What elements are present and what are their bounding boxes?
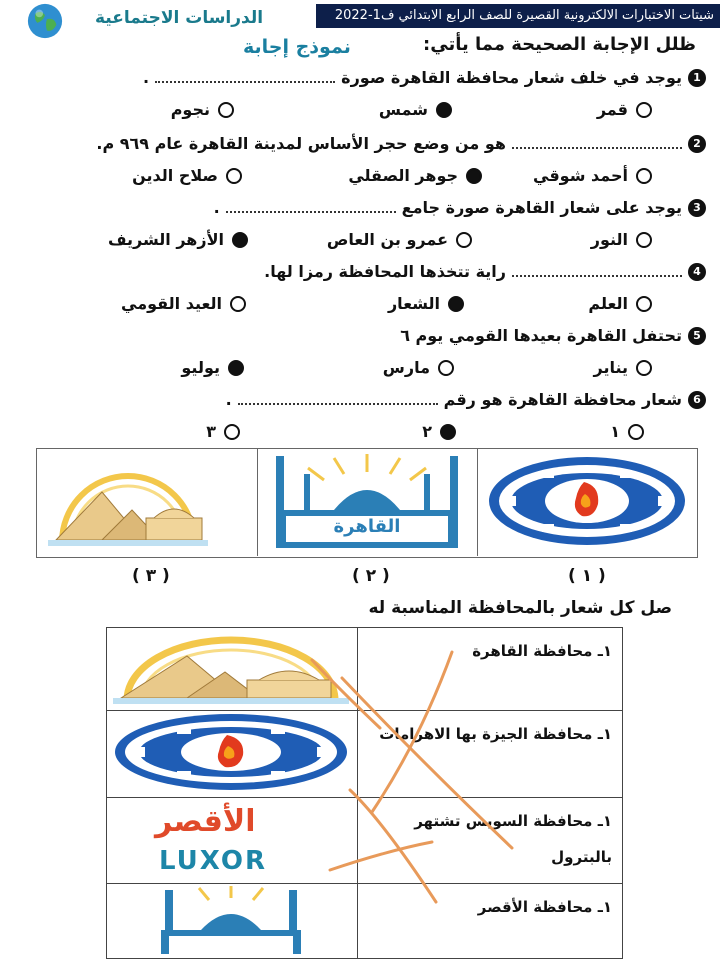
answer-blank xyxy=(238,395,438,405)
question-number: 4 xyxy=(688,263,706,281)
q3-option-1[interactable] xyxy=(591,230,652,249)
question-number: 1 xyxy=(688,69,706,87)
q5-option-1[interactable] xyxy=(593,358,652,377)
item-text-2: بالبترول xyxy=(551,848,612,866)
logo-cell xyxy=(107,628,358,711)
q6-option-2[interactable] xyxy=(422,422,456,441)
luxor-logo-latin: LUXOR xyxy=(159,846,267,876)
q5-option-3[interactable] xyxy=(181,358,244,377)
answer-blank xyxy=(512,139,682,149)
item-text: محافظة الجيزة بها الاهرامات xyxy=(379,725,593,743)
q3-option-3[interactable] xyxy=(108,230,248,249)
question-number: 5 xyxy=(688,327,706,345)
q1-option-2[interactable] xyxy=(379,100,452,119)
question-6 xyxy=(226,390,706,409)
question-4 xyxy=(264,262,706,281)
question-1 xyxy=(143,68,706,87)
radio-circle-selected[interactable] xyxy=(448,296,464,312)
question-text: تحتفل القاهرة بعيدها القومي يوم ٦ xyxy=(400,326,682,345)
q6-option-3[interactable] xyxy=(206,422,240,441)
logo-cell xyxy=(107,884,358,959)
answer-blank xyxy=(155,73,335,83)
q2-option-1[interactable] xyxy=(533,166,652,185)
question-end: . xyxy=(213,198,220,217)
radio-circle[interactable] xyxy=(636,168,652,184)
option-label: الشعار xyxy=(387,294,440,313)
item-prefix: ١ـ xyxy=(597,812,612,830)
question-end: . xyxy=(143,68,150,87)
radio-circle[interactable] xyxy=(456,232,472,248)
radio-circle[interactable] xyxy=(636,296,652,312)
option-label: نجوم xyxy=(170,100,210,119)
question-text: شعار محافظة القاهرة هو رقم xyxy=(443,390,682,409)
option-label: ٣ xyxy=(206,422,216,441)
option-label: العلم xyxy=(588,294,628,313)
globe-icon xyxy=(26,2,64,40)
cairo-logo-icon xyxy=(107,884,355,954)
answer-blank xyxy=(512,267,682,277)
question-2 xyxy=(96,134,706,153)
match-item-4 xyxy=(358,884,623,959)
matching-title: صل كل شعار بالمحافظة المناسبة له xyxy=(368,598,672,618)
instruction: ظلل الإجابة الصحيحة مما يأتي: xyxy=(423,34,696,55)
question-number: 6 xyxy=(688,391,706,409)
match-item-2 xyxy=(358,711,623,798)
q6-option-1[interactable] xyxy=(610,422,644,441)
item-text: محافظة الأقصر xyxy=(477,898,593,916)
radio-circle[interactable] xyxy=(438,360,454,376)
radio-circle[interactable] xyxy=(628,424,644,440)
option-label: عمرو بن العاص xyxy=(326,230,448,249)
radio-circle-selected[interactable] xyxy=(466,168,482,184)
option-label: أحمد شوقي xyxy=(533,166,628,185)
option-label: ١ xyxy=(610,422,620,441)
option-label: قمر xyxy=(596,100,628,119)
logo-caption-1: ( ١ ) xyxy=(568,566,606,586)
suez-gear-logo-icon xyxy=(107,711,355,793)
q4-option-2[interactable] xyxy=(388,294,464,313)
item-prefix: ١ـ xyxy=(597,898,612,916)
radio-circle[interactable] xyxy=(636,102,652,118)
option-label: النور xyxy=(590,230,628,249)
divider xyxy=(477,448,478,556)
option-label: صلاح الدين xyxy=(132,166,218,185)
giza-logo-icon xyxy=(42,452,214,550)
radio-circle[interactable] xyxy=(224,424,240,440)
radio-circle-selected[interactable] xyxy=(232,232,248,248)
cairo-logo-text: القاهرة xyxy=(333,516,401,537)
q1-option-3[interactable] xyxy=(171,100,234,119)
item-prefix: ١ـ xyxy=(597,725,612,743)
option-label: الأزهر الشريف xyxy=(107,230,224,249)
option-label: جوهر الصقلي xyxy=(348,166,458,185)
radio-circle[interactable] xyxy=(230,296,246,312)
option-label: ٢ xyxy=(422,422,432,441)
matching-table xyxy=(106,627,623,959)
q4-option-3[interactable] xyxy=(121,294,246,313)
divider xyxy=(257,448,258,556)
q1-option-1[interactable] xyxy=(597,100,652,119)
match-item-3 xyxy=(358,798,623,884)
q4-option-1[interactable] xyxy=(588,294,652,313)
question-text: يوجد في خلف شعار محافظة القاهرة صورة xyxy=(341,68,682,87)
radio-circle[interactable] xyxy=(636,232,652,248)
radio-circle-selected[interactable] xyxy=(436,102,452,118)
giza-logo-icon xyxy=(107,628,355,706)
top-banner: شيتات الاختبارات الالكترونية القصيرة للصف الرابع الابتدائي ف1-2022 xyxy=(316,4,720,28)
option-label: شمس xyxy=(378,100,428,119)
radio-circle[interactable] xyxy=(636,360,652,376)
subject-title: الدراسات الاجتماعية xyxy=(95,8,264,28)
suez-gear-logo-icon xyxy=(484,452,690,550)
match-item-1 xyxy=(358,628,623,711)
model-answer-label: نموذج إجابة xyxy=(243,36,351,58)
radio-circle[interactable] xyxy=(226,168,242,184)
answer-blank xyxy=(226,203,396,213)
question-text: هو من وضع حجر الأساس لمدينة القاهرة عام ٩٦٩ م. xyxy=(96,134,506,153)
question-number: 3 xyxy=(688,199,706,217)
item-prefix: ١ـ xyxy=(597,642,612,660)
logo-caption-3: ( ٣ ) xyxy=(132,566,170,586)
q5-option-2[interactable] xyxy=(383,358,454,377)
logo-cell xyxy=(107,798,358,884)
logo-cell xyxy=(107,711,358,798)
question-text: يوجد على شعار القاهرة صورة جامع xyxy=(401,198,682,217)
option-label: يوليو xyxy=(181,358,220,377)
luxor-logo-arabic: الأقصر xyxy=(155,804,256,839)
logo-caption-2: ( ٢ ) xyxy=(352,566,390,586)
question-end: . xyxy=(225,390,232,409)
item-text: محافظة القاهرة xyxy=(472,642,593,660)
option-label: العيد القومي xyxy=(121,294,222,313)
question-text: راية تتخذها المحافظة رمزا لها. xyxy=(264,262,506,281)
question-number: 2 xyxy=(688,135,706,153)
option-label: يناير xyxy=(593,358,628,377)
q2-option-3[interactable] xyxy=(132,166,242,185)
q3-option-2[interactable] xyxy=(327,230,472,249)
radio-circle[interactable] xyxy=(218,102,234,118)
question-3 xyxy=(214,198,706,217)
option-label: مارس xyxy=(382,358,430,377)
radio-circle-selected[interactable] xyxy=(440,424,456,440)
radio-circle-selected[interactable] xyxy=(228,360,244,376)
luxor-logo-icon xyxy=(107,798,355,882)
item-text: محافظة السويس تشتهر xyxy=(414,812,593,830)
question-5 xyxy=(400,326,706,345)
q2-option-2[interactable] xyxy=(348,166,482,185)
